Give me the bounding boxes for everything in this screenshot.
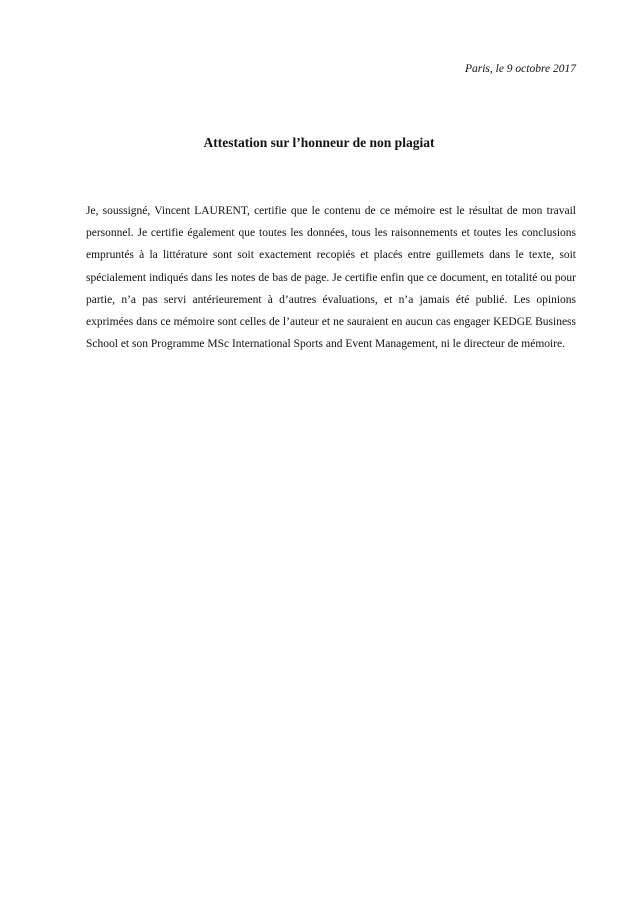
body-paragraph: Je, soussigné, Vincent LAURENT, certifie que le contenu de ce mémoire est le résultat de mon travail personnel. Je certifie également que toutes les données, tous les raisonnements et toutes les conclusions empruntés à la littérature sont soit exactement recopiés et placés entre guillemets dans le texte, soit spécialement indiqués dans les notes de bas de page. Je certifie enfin que ce document, en totalité ou pour partie, n’a pas servi antérieurement à d’autres évaluations, et n’a jamais été publié. Les opinions exprimées dans ce mémoire sont celles de l’auteur et ne sauraient en aucun cas engager KEDGE Business School et son Programme MSc International Sports and Event Management, ni le directeur de mémoire. — [86, 205, 576, 351]
place-date: Paris, le 9 octobre 2017 — [464, 63, 576, 75]
document-title: Attestation sur l’honneur de non plagiat — [203, 135, 435, 150]
